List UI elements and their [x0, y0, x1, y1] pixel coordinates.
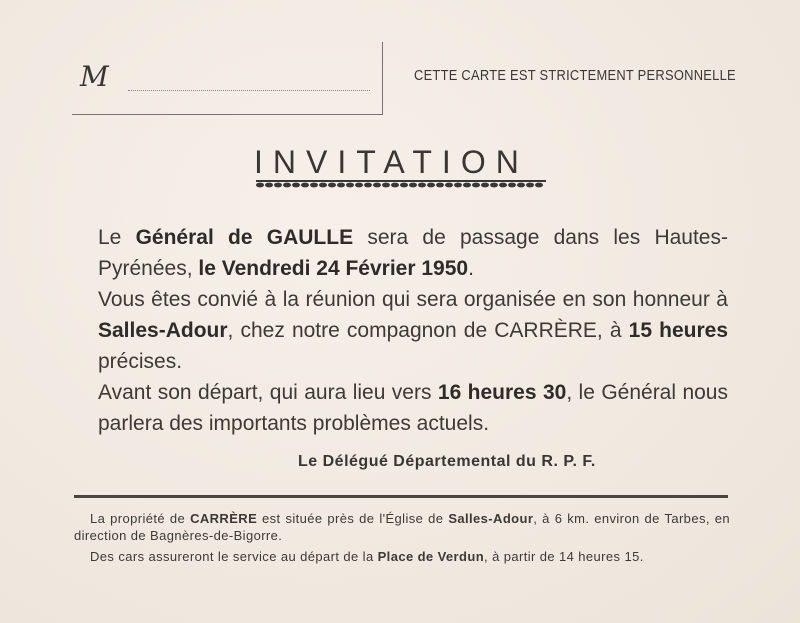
p3-text-2: , le Général nous parlera des importants problèmes actuels.	[98, 381, 728, 435]
footnotes	[74, 510, 730, 569]
p2-bold-2: 15 heures	[628, 319, 729, 342]
n1-text-1: La propriété de	[90, 511, 191, 526]
n2-text-1: Des cars assureront le service au départ de la	[90, 549, 378, 564]
footnote-2	[74, 548, 730, 565]
salutation: M	[80, 60, 107, 93]
footnote-1	[74, 510, 730, 544]
p3-text-1: Avant son départ, qui aura lieu vers	[98, 381, 438, 404]
p1-text-3: .	[468, 257, 474, 280]
signature: Le Délégué Départemental du R. P. F.	[298, 453, 596, 470]
n1-text-3: , à 6 km. environ de Tarbes, en direction de Bagnères-de-Bigorre.	[74, 511, 730, 543]
p1-bold-1: Général de GAULLE	[135, 226, 354, 249]
n1-bold-2: Salles-Adour	[448, 511, 534, 526]
n2-bold-1: Place de Verdun	[377, 549, 485, 564]
p1-text-1: Le	[98, 226, 136, 249]
p2-text-2: , chez notre compagnon de CARRÈRE, à	[227, 319, 629, 342]
p2-text-3: précises.	[98, 350, 183, 373]
name-box	[72, 42, 383, 115]
title: INVITATION	[254, 144, 529, 180]
p3-bold-1: 16 heures 30	[437, 381, 567, 404]
invitation-body	[72, 222, 728, 439]
p2-bold-1: Salles-Adour	[98, 319, 228, 342]
personal-notice: CETTE CARTE EST STRICTEMENT PERSONNELLE	[414, 67, 736, 84]
n1-bold-1: CARRÈRE	[190, 511, 258, 526]
name-dotted-line	[128, 90, 370, 91]
divider-rule	[74, 495, 728, 498]
p1-text-2: sera de passage dans les Hautes-Pyrénées,	[98, 226, 728, 280]
title-ornament	[256, 180, 546, 190]
p1-bold-2: le Vendredi 24 Février 1950	[198, 257, 469, 280]
paragraph-2	[72, 284, 728, 377]
paragraph-3	[72, 377, 728, 439]
paragraph-1	[72, 222, 728, 284]
n1-text-2: est située près de l'Église de	[257, 511, 449, 526]
p2-text-1: Vous êtes convié à la réunion qui sera organisée en son honneur à	[98, 288, 728, 311]
n2-text-2: , à partir de 14 heures 15.	[484, 549, 644, 564]
